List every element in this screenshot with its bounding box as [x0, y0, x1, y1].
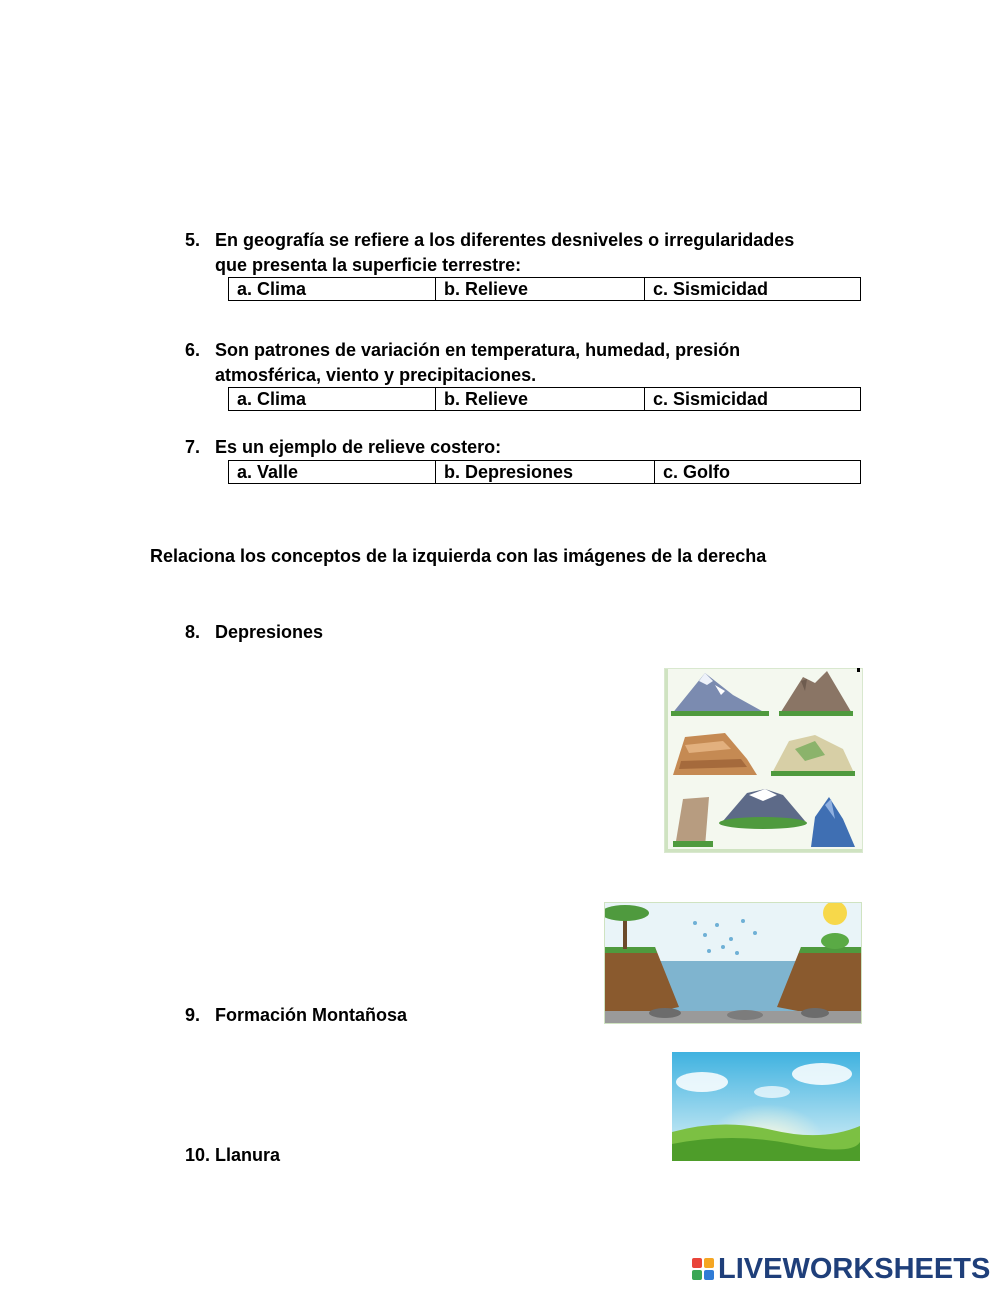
question-text-line1: Son patrones de variación en temperatura, humedad, presión — [215, 340, 741, 360]
instruction-text: Relaciona los conceptos de la izquierda con las imágenes de la derecha — [150, 546, 767, 566]
plain-image[interactable] — [672, 1052, 860, 1161]
question-number: 9. — [185, 1005, 201, 1025]
match-label[interactable]: Llanura — [215, 1145, 281, 1165]
question-text: Es un ejemplo de relieve costero: — [215, 437, 502, 457]
option-c[interactable]: c. Golfo — [655, 461, 861, 484]
depression-illustration — [605, 903, 861, 1023]
depression-image[interactable] — [604, 902, 862, 1024]
question-number: 5. — [185, 230, 201, 250]
question-number: 8. — [185, 622, 201, 642]
logo-icon — [692, 1258, 714, 1280]
question-number: 7. — [185, 437, 201, 457]
question-text-line2: que presenta la superficie terrestre: — [215, 255, 522, 275]
options-table-5 — [228, 277, 861, 301]
question-number: 10. — [185, 1145, 211, 1165]
mountains-image[interactable] — [664, 668, 863, 853]
option-b[interactable]: b. Relieve — [436, 278, 645, 301]
option-a[interactable]: a. Clima — [229, 388, 436, 411]
match-label[interactable]: Formación Montañosa — [215, 1005, 408, 1025]
option-b[interactable]: b. Relieve — [436, 388, 645, 411]
option-c[interactable]: c. Sismicidad — [645, 388, 861, 411]
logo-text: LIVEWORKSHEETS — [718, 1252, 991, 1285]
match-label[interactable]: Depresiones — [215, 622, 324, 642]
option-c[interactable]: c. Sismicidad — [645, 278, 861, 301]
plain-illustration — [672, 1052, 860, 1161]
mountains-illustration — [665, 669, 862, 852]
corner-mark — [857, 668, 860, 672]
question-text-line1: En geografía se refiere a los diferentes desniveles o irregularidades — [215, 230, 795, 250]
option-a[interactable]: a. Clima — [229, 278, 436, 301]
options-table-7 — [228, 460, 861, 484]
option-b[interactable]: b. Depresiones — [436, 461, 655, 484]
options-table-6 — [228, 387, 861, 411]
liveworksheets-logo[interactable] — [692, 1253, 990, 1285]
option-a[interactable]: a. Valle — [229, 461, 436, 484]
question-number: 6. — [185, 340, 201, 360]
question-text-line2: atmosférica, viento y precipitaciones. — [215, 365, 537, 385]
